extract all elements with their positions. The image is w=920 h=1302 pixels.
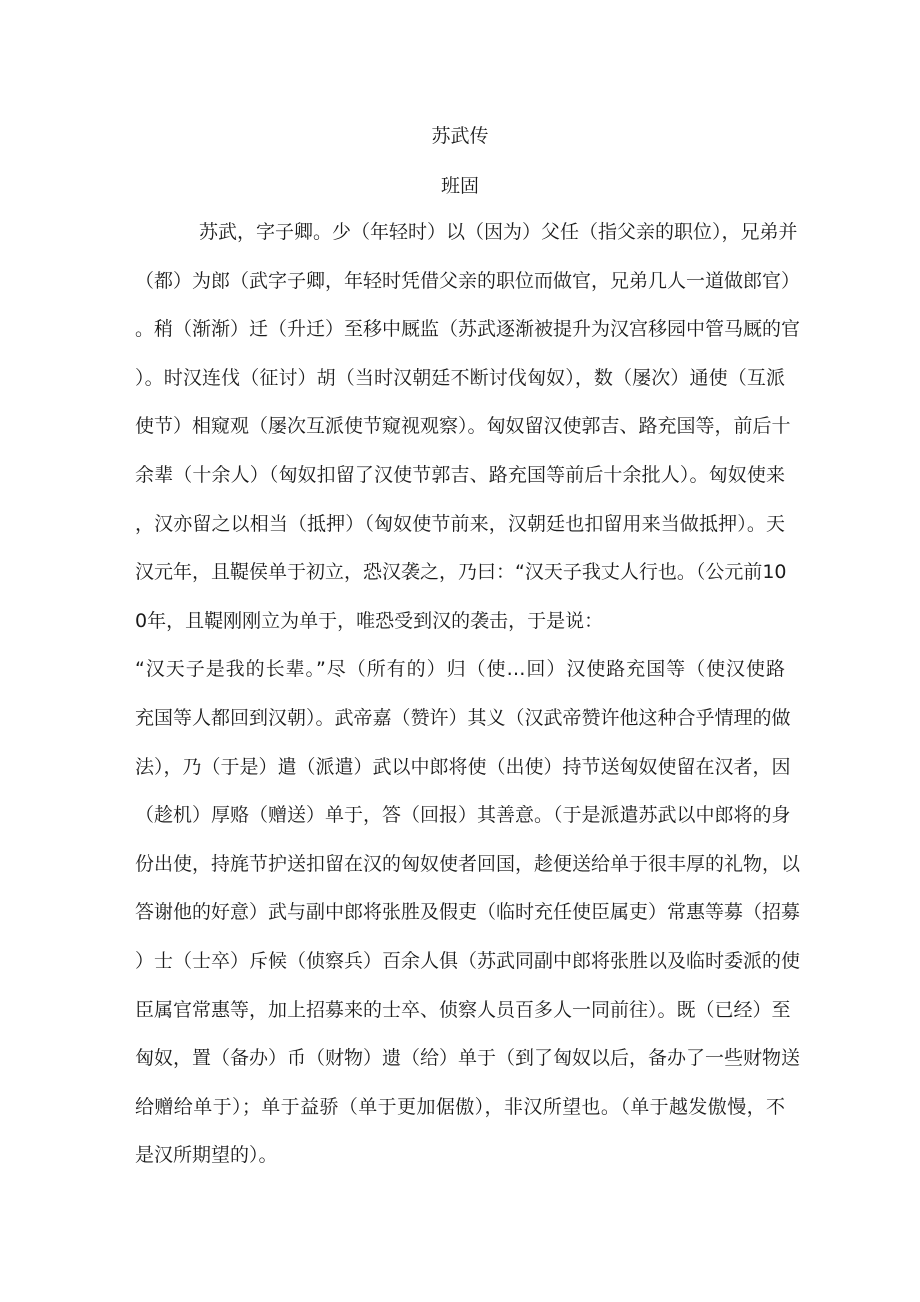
text-line: 答谢他的好意）武与副中郎将张胜及假吏（临时充任使臣属吏）常惠等募（招募: [135, 901, 801, 924]
text-line: ，汉亦留之以相当（抵押）（匈奴使节前来，汉朝廷也扣留用来当做抵押）。天: [135, 512, 785, 535]
text-line: 是汉所期望的）。: [135, 1144, 278, 1167]
text-line: （趁机）厚赂（赠送）单于，答（回报）其善意。（于是派遣苏武以中郎将的身: [135, 804, 791, 827]
text-line: “汉天子是我的长辈。”尽（所有的）归（使…回）汉使路充国等（使汉使路: [135, 658, 785, 681]
text-line: 汉元年，且鞮侯单于初立，恐汉袭之，乃曰：“汉天子我丈人行也。（公元前10: [135, 561, 787, 584]
text-line: 余辈（十余人）（匈奴扣留了汉使节郭吉、路充国等前后十余批人）。匈奴使来: [135, 463, 785, 486]
text-line: 0年，且鞮刚刚立为单于，唯恐受到汉的袭击，于是说：: [135, 609, 604, 632]
text-line: 臣属官常惠等，加上招募来的士卒、侦察人员百多人一同前往）。既（已经）至: [135, 998, 791, 1021]
text-line: 法），乃（于是）遣（派遣）武以中郎将使（出使）持节送匈奴使留在汉者，因: [135, 755, 791, 778]
text-line: ）士（士卒）斥候（侦察兵）百余人俱（苏武同副中郎将张胜以及临时委派的使: [135, 949, 801, 972]
text-line: 充国等人都回到汉朝）。武帝嘉（赞许）其义（汉武帝赞许他这种合乎情理的做: [135, 706, 791, 729]
text-line: 份出使，持旄节护送扣留在汉的匈奴使者回国，趁便送给单于很丰厚的礼物，以: [135, 852, 801, 875]
document-author: 班固: [440, 175, 479, 197]
text-line: 使节）相窥观（屡次互派使节窥视观察）。匈奴留汉使郭吉、路充国等，前后十: [135, 415, 791, 438]
document-title: 苏武传: [431, 125, 489, 147]
text-line: 给赠给单于）；单于益骄（单于更加倨傲），非汉所望也。（单于越发傲慢，不: [135, 1095, 785, 1118]
body-text: [135, 216, 801, 1188]
text-line: 。稍（渐渐）迁（升迁）至移中厩监（苏武逐渐被提升为汉宫移园中管马厩的官: [135, 318, 801, 341]
text-line: 匈奴，置（备办）币（财物）遗（给）单于（到了匈奴以后，备办了一些财物送: [135, 1047, 801, 1070]
text-line: （都）为郎（武字子卿，年轻时凭借父亲的职位而做官，兄弟几人一道做郎官）: [135, 269, 801, 292]
text-line: 苏武，字子卿。少（年轻时）以（因为）父任（指父亲的职位），兄弟并: [199, 221, 798, 243]
text-line: ）。时汉连伐（征讨）胡（当时汉朝廷不断讨伐匈奴），数（屡次）通使（互派: [135, 366, 785, 389]
